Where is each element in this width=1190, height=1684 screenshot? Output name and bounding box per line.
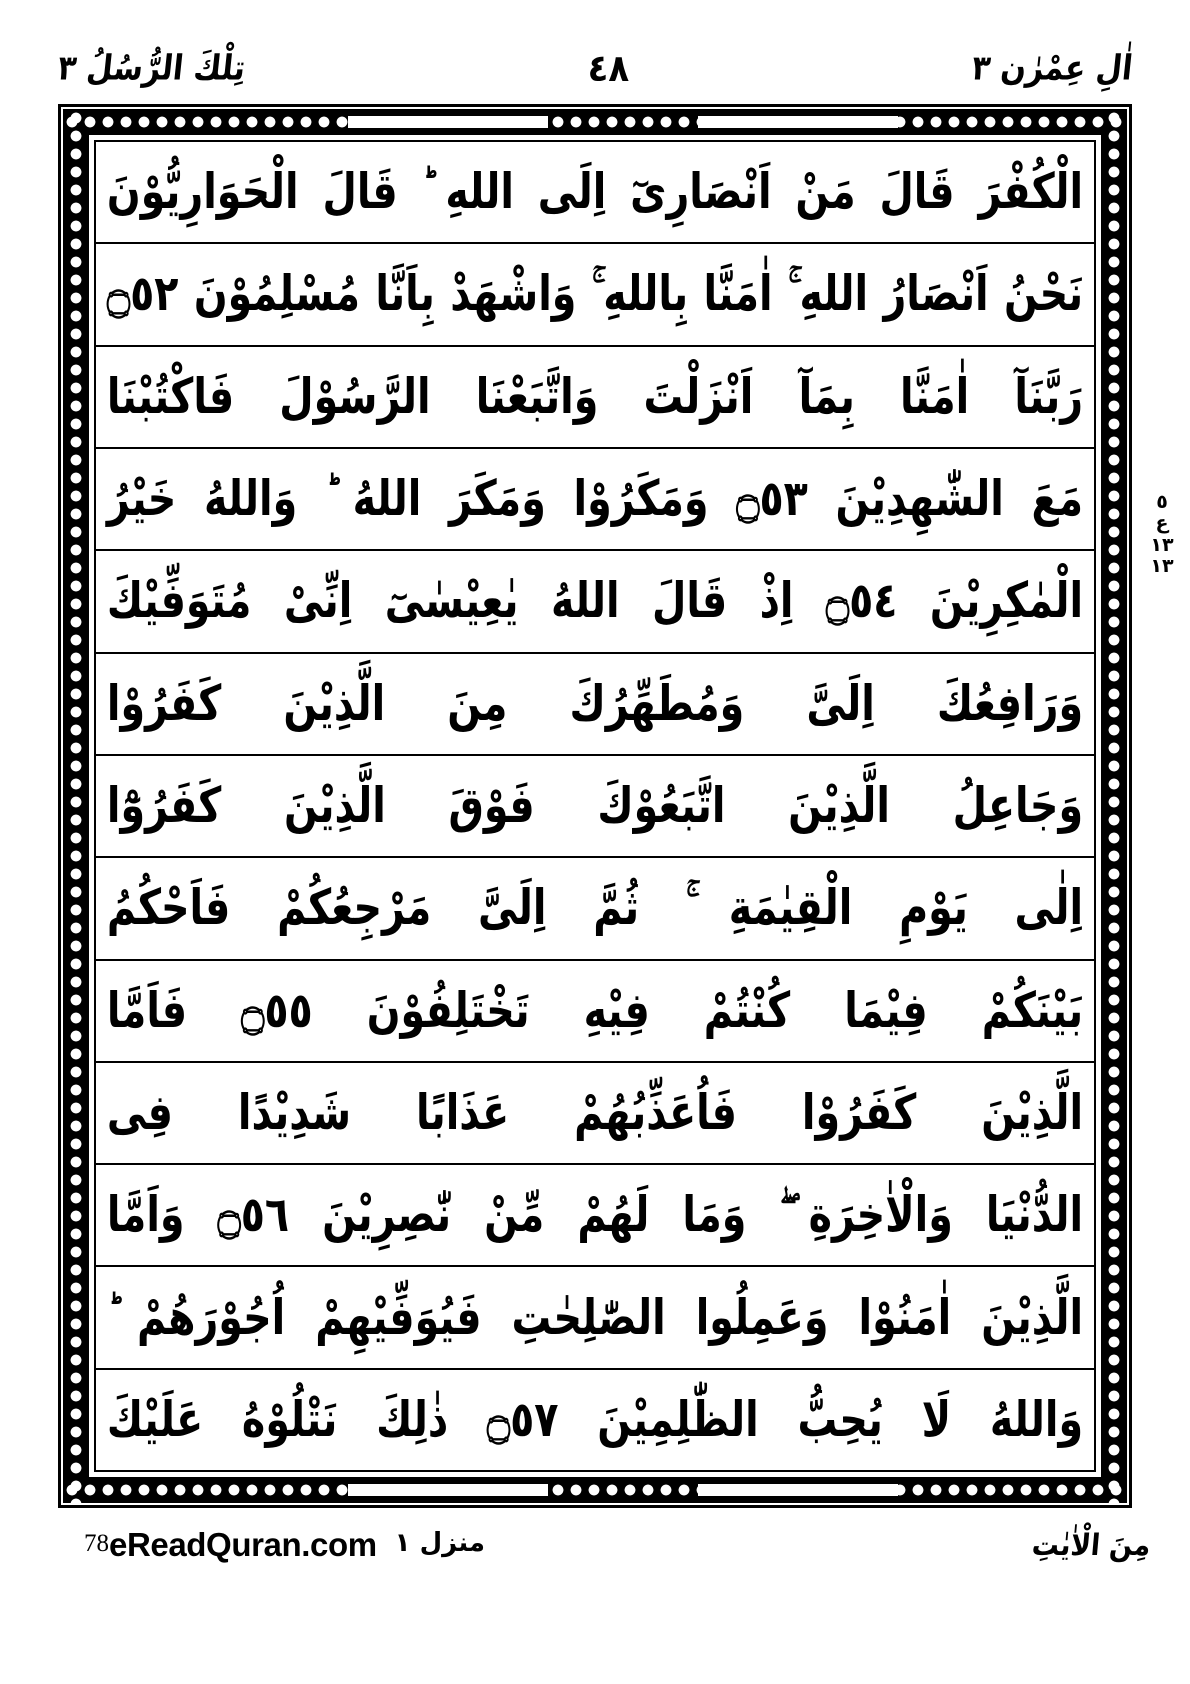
- ruku-marker-bottom: ١٣: [1150, 554, 1174, 577]
- ayah-line-text: نَحْنُ اَنْصَارُ اللهِ ۚ اٰمَنَّا بِاللهِ ۚ وَاشْهَدْ بِاَنَّا مُسْلِمُوْنَ ۝٥٢: [106, 266, 1084, 323]
- header-page-number-arabic: ٤٨: [587, 47, 630, 91]
- frame-band-top: [63, 109, 1127, 135]
- ruku-marker-symbol: ع: [1155, 512, 1169, 535]
- frame-band-break-bottom-left: [348, 1482, 548, 1498]
- ayah-line: [96, 1267, 1094, 1369]
- page-header: [55, 38, 1135, 100]
- frame-band-break-bottom-right: [698, 1482, 898, 1498]
- ayah-line-text: وَاللهُ لَا يُحِبُّ الظّٰلِمِيْنَ ۝٥٧ ذٰلِكَ نَتْلُوْهُ عَلَيْكَ: [106, 1391, 1084, 1448]
- footer-page-number: 78: [84, 1530, 109, 1557]
- frame-band-break-top-right: [698, 114, 898, 130]
- ruku-marker-mid: ١٣: [1150, 533, 1174, 556]
- frame-band-right: [1101, 109, 1127, 1503]
- ruku-marker-top: ٥: [1156, 491, 1168, 513]
- ayah-line: [96, 142, 1094, 244]
- ayah-line-text: الْكُفْرَ قَالَ مَنْ اَنْصَارِىٓ اِلَى اللهِ ؕ قَالَ الْحَوَارِيُّوْنَ: [106, 164, 1084, 221]
- header-surah-label: اٰلِ عِمْرٰن ٣: [969, 48, 1135, 89]
- ayah-line-text: اِلٰى يَوْمِ الْقِيٰمَةِ ۚ ثُمَّ اِلَىَّ مَرْجِعُكُمْ فَاَحْكُمُ: [106, 880, 1084, 937]
- ruku-marker: [1140, 492, 1184, 577]
- ayah-line: [96, 1063, 1094, 1165]
- ayah-line-text: الْمٰكِرِيْنَ ۝٥٤ اِذْ قَالَ اللهُ يٰعِيْسٰىٓ اِنِّىْ مُتَوَفِّيْكَ: [106, 573, 1084, 630]
- ayah-line: [96, 858, 1094, 960]
- ayah-line: [96, 1165, 1094, 1267]
- ayah-line: [96, 1370, 1094, 1470]
- footer-brand-link[interactable]: eReadQuran.com: [109, 1526, 377, 1563]
- ayah-line-text: وَرَافِعُكَ اِلَىَّ وَمُطَهِّرُكَ مِنَ الَّذِيْنَ كَفَرُوْا: [106, 675, 1084, 732]
- quran-text-area: [94, 140, 1096, 1472]
- footer-manzil-label: منزل ١: [394, 1528, 486, 1558]
- frame-band-left: [63, 109, 89, 1503]
- ayah-line: [96, 756, 1094, 858]
- header-juz-label: تِلْكَ الرُّسُلُ ٣: [55, 48, 248, 89]
- ayah-line: [96, 347, 1094, 449]
- ayah-line-text: الَّذِيْنَ اٰمَنُوْا وَعَمِلُوا الصّٰلِحٰتِ فَيُوَفِّيْهِمْ اُجُوْرَهُمْ ؕ: [106, 1289, 1084, 1346]
- ayah-line: [96, 551, 1094, 653]
- frame-band-bottom: [63, 1477, 1127, 1503]
- ayah-line-text: الَّذِيْنَ كَفَرُوْا فَاُعَذِّبُهُمْ عَذَابًا شَدِيْدًا فِى: [106, 1084, 1084, 1142]
- frame-band-break-top-left: [348, 114, 548, 130]
- ayah-line: [96, 654, 1094, 756]
- ayah-line: [96, 961, 1094, 1063]
- ayah-line-text: وَجَاعِلُ الَّذِيْنَ اتَّبَعُوْكَ فَوْقَ الَّذِيْنَ كَفَرُوْٓا: [106, 777, 1084, 835]
- footer-ayat-note: مِنَ الْاٰيٰتِ: [1030, 1528, 1152, 1563]
- ayah-line: [96, 244, 1094, 346]
- page-footer: [58, 1514, 1150, 1578]
- ayah-line-text: مَعَ الشّٰهِدِيْنَ ۝٥٣ وَمَكَرُوْا وَمَكَرَ اللهُ ؕ وَاللهُ خَيْرُ: [106, 471, 1084, 528]
- decorative-frame: [58, 104, 1132, 1508]
- ayah-line-text: الدُّنْيَا وَالْاٰخِرَةِ ۖ وَمَا لَهُمْ مِّنْ نّٰصِرِيْنَ ۝٥٦ وَاَمَّا: [106, 1187, 1084, 1244]
- ayah-line-text: بَيْنَكُمْ فِيْمَا كُنْتُمْ فِيْهِ تَخْتَلِفُوْنَ ۝٥٥ فَاَمَّا: [106, 982, 1084, 1039]
- ayah-line: [96, 449, 1094, 551]
- ayah-line-text: رَبَّنَآ اٰمَنَّا بِمَآ اَنْزَلْتَ وَاتَّبَعْنَا الرَّسُوْلَ فَاكْتُبْنَا: [106, 368, 1084, 425]
